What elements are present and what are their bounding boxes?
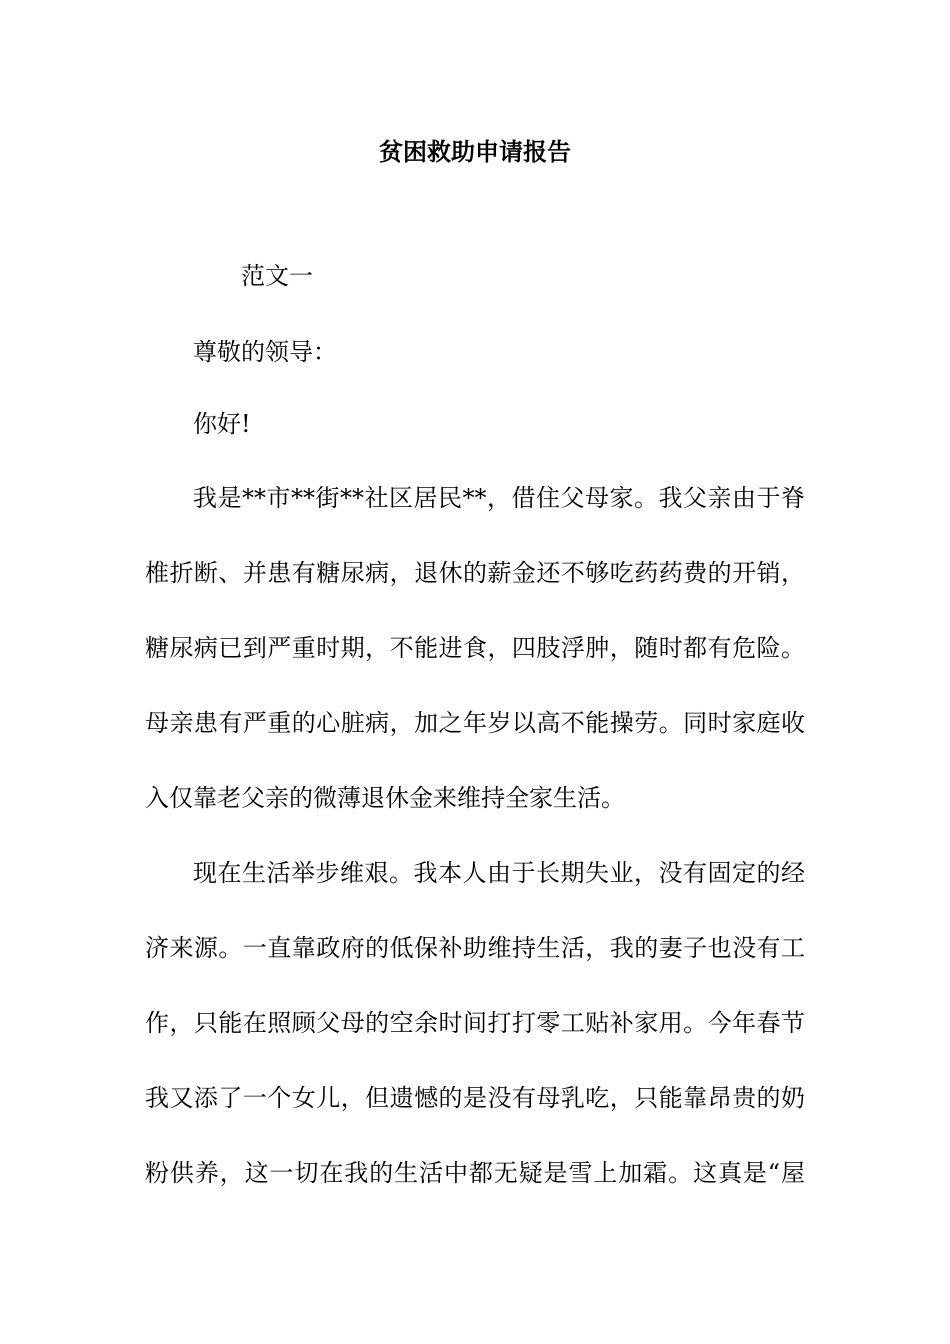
paragraph1-line-2: 椎折断、并患有糖尿病，退休的薪金还不够吃药药费的开销， xyxy=(145,559,805,587)
paragraph2-line-2: 济来源。一直靠政府的低保补助维持生活，我的妻子也没有工 xyxy=(145,934,805,962)
paragraph1-line-3: 糖尿病已到严重时期，不能进食，四肢浮肿，随时都有危险。 xyxy=(145,634,805,662)
paragraph2-line-4: 我又添了一个女儿，但遗憾的是没有母乳吃，只能靠昂贵的奶 xyxy=(145,1084,805,1112)
paragraph2-line-1: 现在生活举步维艰。我本人由于长期失业，没有固定的经 xyxy=(193,859,805,887)
paragraph1-line-4: 母亲患有严重的心脏病，加之年岁以高不能操劳。同时家庭收 xyxy=(145,709,805,737)
paragraph2-line-3: 作，只能在照顾父母的空余时间打打零工贴补家用。今年春节 xyxy=(145,1009,805,1037)
document-title: 贫困救助申请报告 xyxy=(379,137,571,166)
greeting-line: 你好! xyxy=(193,410,251,438)
paragraph1-line-1: 我是**市**街**社区居民**，借住父母家。我父亲由于脊 xyxy=(193,484,805,512)
section-label: 范文一 xyxy=(241,262,313,290)
salutation-line: 尊敬的领导： xyxy=(193,338,337,366)
paragraph2-line-5: 粉供养，这一切在我的生活中都无疑是雪上加霜。这真是“屋 xyxy=(145,1159,805,1187)
paragraph1-line-5: 入仅靠老父亲的微薄退休金来维持全家生活。 xyxy=(145,784,625,812)
